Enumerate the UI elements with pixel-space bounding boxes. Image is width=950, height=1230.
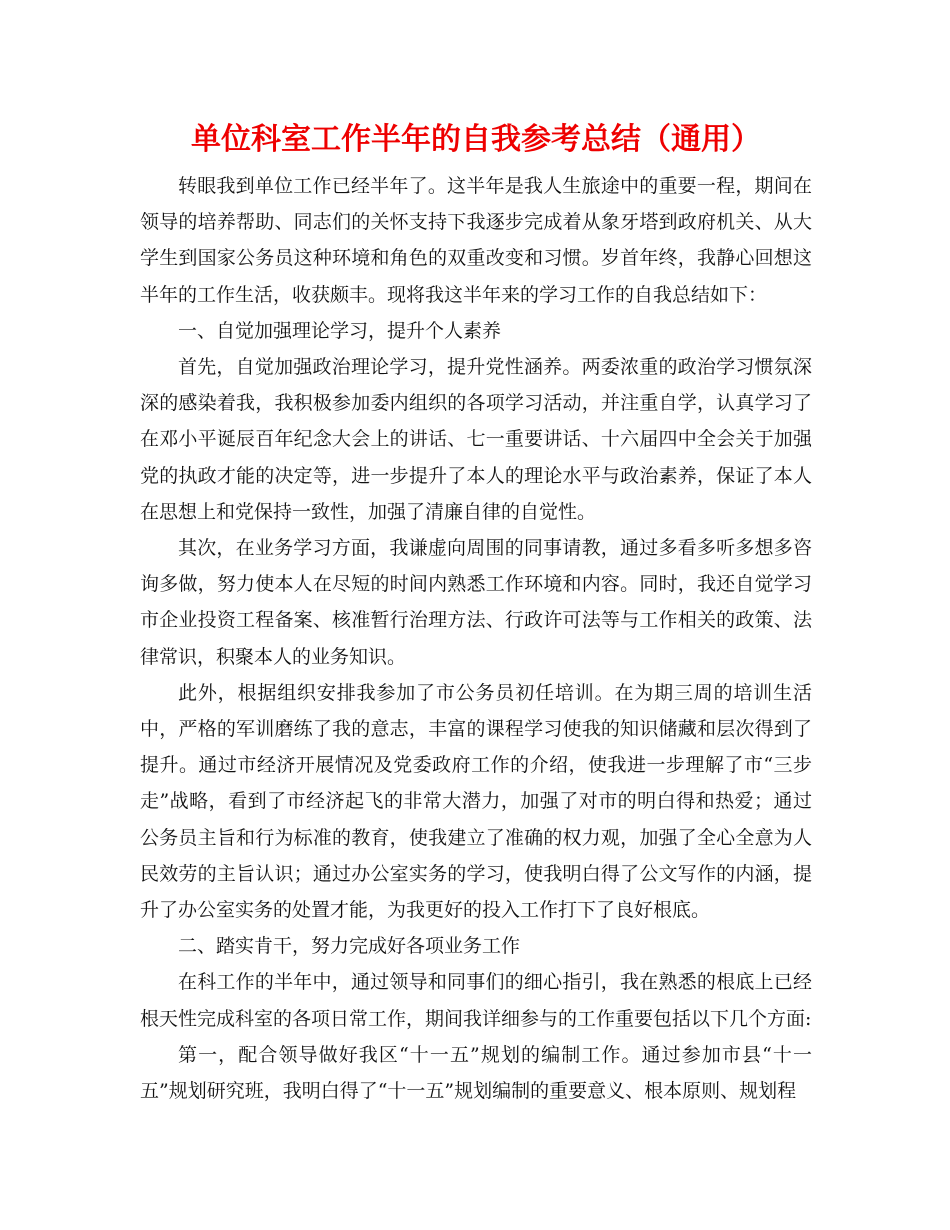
section-heading-1: 一、自觉加强理论学习，提升个人素养 (178, 319, 502, 342)
document-title: 单位科室工作半年的自我参考总结（通用） (191, 122, 761, 157)
body-paragraph: 在科工作的半年中，通过领导和同事们的细心指引，我在熟悉的根底上已经根天性完成科室的各项日常工作，期间我详细参与的工作重要包括以下几个方面: (140, 971, 812, 1030)
section-heading-2: 二、踏实肯干，努力完成好各项业务工作 (178, 935, 521, 958)
body-paragraph: 此外，根据组织安排我参加了市公务员初任培训。在为期三周的培训生活中，严格的军训磨练了我的意志，丰富的课程学习使我的知识储藏和层次得到了提升。通过市经济开展情况及党委政府工作的介绍，使我进一步理解了市“三步走”战略，看到了市经济起飞的非常大潜力，加强了对市的明白得和热爱；通过公务员主旨和行为标准的教育，使我建立了准确的权力观，加强了全心全意为人民效劳的主旨认识；通过办公室实务的学习，使我明白得了公文写作的内涵，提升了办公室实务的处置才能，为我更好的投入工作打下了良好根底。 (140, 681, 812, 922)
body-paragraph: 第一，配合领导做好我区“十一五”规划的编制工作。通过参加市县“十一五”规划研究班，我明白得了“十一五”规划编制的重要意义、根本原则、规划程 (140, 1043, 812, 1103)
intro-paragraph: 转眼我到单位工作已经半年了。这半年是我人生旅途中的重要一程，期间在领导的培养帮助、同志们的关怀支持下我逐步完成着从象牙塔到政府机关、从大学生到国家公务员这种环境和角色的双重改变和习惯。岁首年终，我静心回想这半年的工作生活，收获颇丰。现将我这半年来的学习工作的自我总结如下： (140, 175, 812, 306)
document-content (140, 118, 812, 1109)
body-paragraph: 其次，在业务学习方面，我谦虚向周围的同事请教，通过多看多听多想多咨询多做，努力使本人在尽短的时间内熟悉工作环境和内容。同时，我还自觉学习市企业投资工程备案、核准暂行治理方法、行政许可法等与工作相关的政策、法律常识，积聚本人的业务知识。 (140, 537, 812, 668)
body-paragraph: 首先，自觉加强政治理论学习，提升党性涵养。两委浓重的政治学习惯氛深深的感染着我，我积极参加委内组织的各项学习活动，并注重自学，认真学习了在邓小平诞辰百年纪念大会上的讲话、七一重要讲话、十六届四中全会关于加强党的执政才能的决定等，进一步提升了本人的理论水平与政治素养，保证了本人在思想上和党保持一致性，加强了清廉自律的自觉性。 (140, 356, 812, 523)
